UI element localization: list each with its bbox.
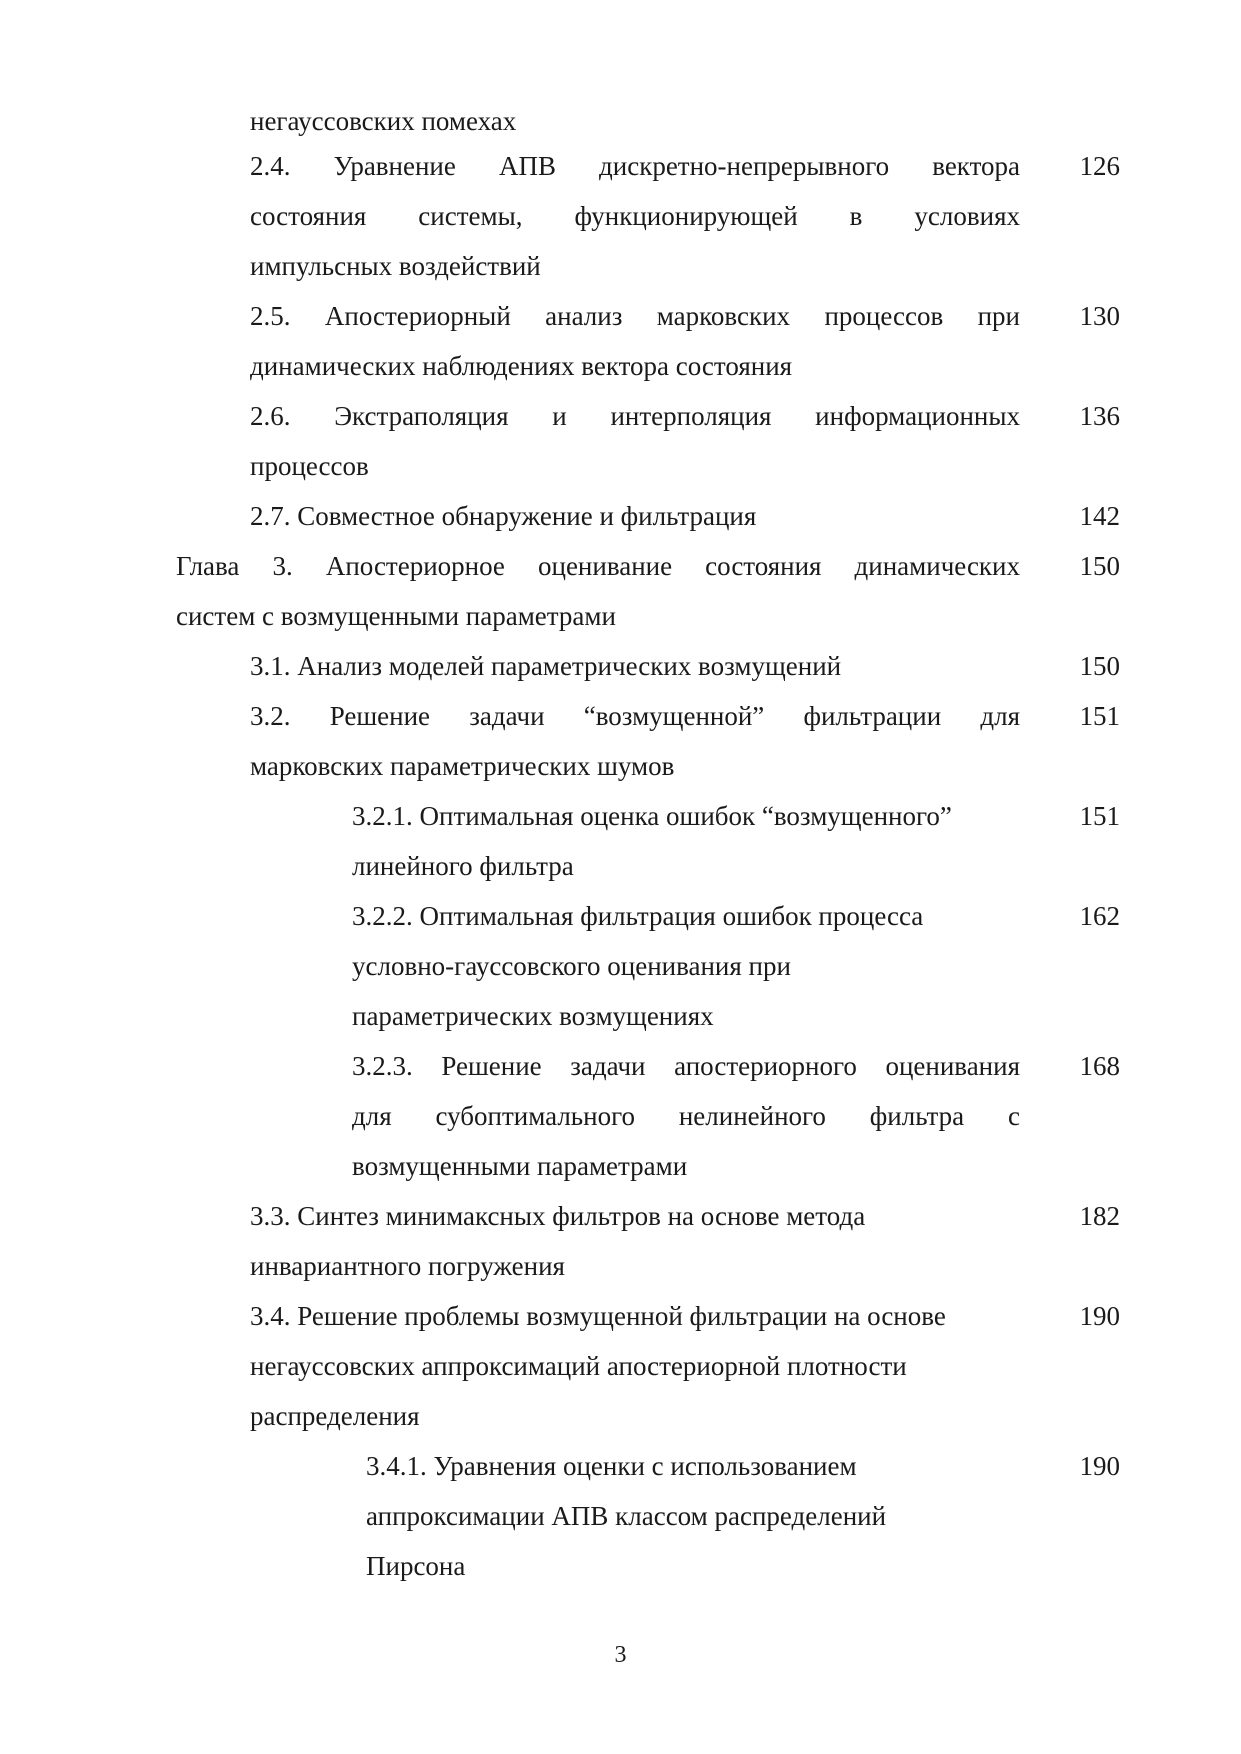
toc-page-3-2-2: 162: [1079, 901, 1120, 931]
toc-entry-3-2-line-1: 3.2. Решение задачи “возмущенной” фильтрации для: [250, 701, 1020, 731]
toc-page-3-4: 190: [1079, 1301, 1120, 1331]
toc-entry-3-2-2-line-2: условно-гауссовского оценивания при: [352, 951, 791, 981]
toc-entry-3-2-3-line-2: для субоптимального нелинейного фильтра с: [352, 1101, 1020, 1131]
toc-entry-3-2-1-line-1: 3.2.1. Оптимальная оценка ошибок “возмущенного”: [352, 801, 952, 831]
toc-page-2-6: 136: [1079, 401, 1120, 431]
toc-entry-2-4-line-1: 2.4. Уравнение АПВ дискретно-непрерывного вектора: [250, 151, 1020, 181]
toc-page-3-1: 150: [1079, 651, 1120, 681]
toc-entry-3-4-line-2: негауссовских аппроксимаций апостериорной плотности: [250, 1351, 907, 1381]
toc-entry-3-4-1-line-1: 3.4.1. Уравнения оценки с использованием: [366, 1451, 857, 1481]
toc-chapter-3-line-2: систем с возмущенными параметрами: [176, 601, 616, 631]
toc-page-3-4-1: 190: [1079, 1451, 1120, 1481]
toc-entry-2-3-continuation: негауссовских помехах: [250, 106, 517, 136]
toc-entry-3-2-2-line-3: параметрических возмущениях: [352, 1001, 714, 1031]
toc-entry-3-2-1-line-2: линейного фильтра: [352, 851, 574, 881]
page-number: 3: [614, 1642, 627, 1668]
toc-page-2-5: 130: [1079, 301, 1120, 331]
toc-entry-3-4-line-3: распределения: [250, 1401, 420, 1431]
toc-page-3-3: 182: [1079, 1201, 1120, 1231]
toc-entry-3-4-1-line-3: Пирсона: [366, 1551, 466, 1581]
toc-entry-3-4-line-1: 3.4. Решение проблемы возмущенной фильтрации на основе: [250, 1301, 946, 1331]
toc-entry-2-5-line-1: 2.5. Апостериорный анализ марковских процессов при: [250, 301, 1020, 331]
toc-entry-2-4-line-2: состояния системы, функционирующей в условиях: [250, 201, 1020, 231]
toc-entry-2-5-line-2: динамических наблюдениях вектора состояния: [250, 351, 793, 381]
toc-chapter-3-line-1: Глава 3. Апостериорное оценивание состояния динамических: [176, 551, 1020, 581]
toc-entry-2-6-line-1: 2.6. Экстраполяция и интерполяция информационных: [250, 401, 1020, 431]
toc-entry-2-4-line-3: импульсных воздействий: [250, 251, 541, 281]
toc-entry-3-1: 3.1. Анализ моделей параметрических возмущений: [250, 651, 842, 681]
toc-page-chapter-3: 150: [1079, 551, 1120, 581]
toc-entry-3-2-line-2: марковских параметрических шумов: [250, 751, 675, 781]
toc-entry-3-2-2-line-1: 3.2.2. Оптимальная фильтрация ошибок процесса: [352, 901, 924, 931]
toc-entry-3-3-line-1: 3.3. Синтез минимаксных фильтров на основе метода: [250, 1201, 866, 1231]
toc-entry-2-6-line-2: процессов: [250, 451, 369, 481]
toc-entry-2-7: 2.7. Совместное обнаружение и фильтрация: [250, 501, 757, 531]
toc-page-3-2-3: 168: [1079, 1051, 1120, 1081]
toc-page-3-2: 151: [1079, 701, 1120, 731]
toc-page-3-2-1: 151: [1079, 801, 1120, 831]
toc-entry-3-2-3-line-3: возмущенными параметрами: [352, 1151, 688, 1181]
toc-entry-3-4-1-line-2: аппроксимации АПВ классом распределений: [366, 1501, 887, 1531]
toc-page-2-4: 126: [1079, 151, 1120, 181]
toc-page-2-7: 142: [1079, 501, 1120, 531]
toc-entry-3-3-line-2: инвариантного погружения: [250, 1251, 565, 1281]
toc-entry-3-2-3-line-1: 3.2.3. Решение задачи апостериорного оценивания: [352, 1051, 1020, 1081]
